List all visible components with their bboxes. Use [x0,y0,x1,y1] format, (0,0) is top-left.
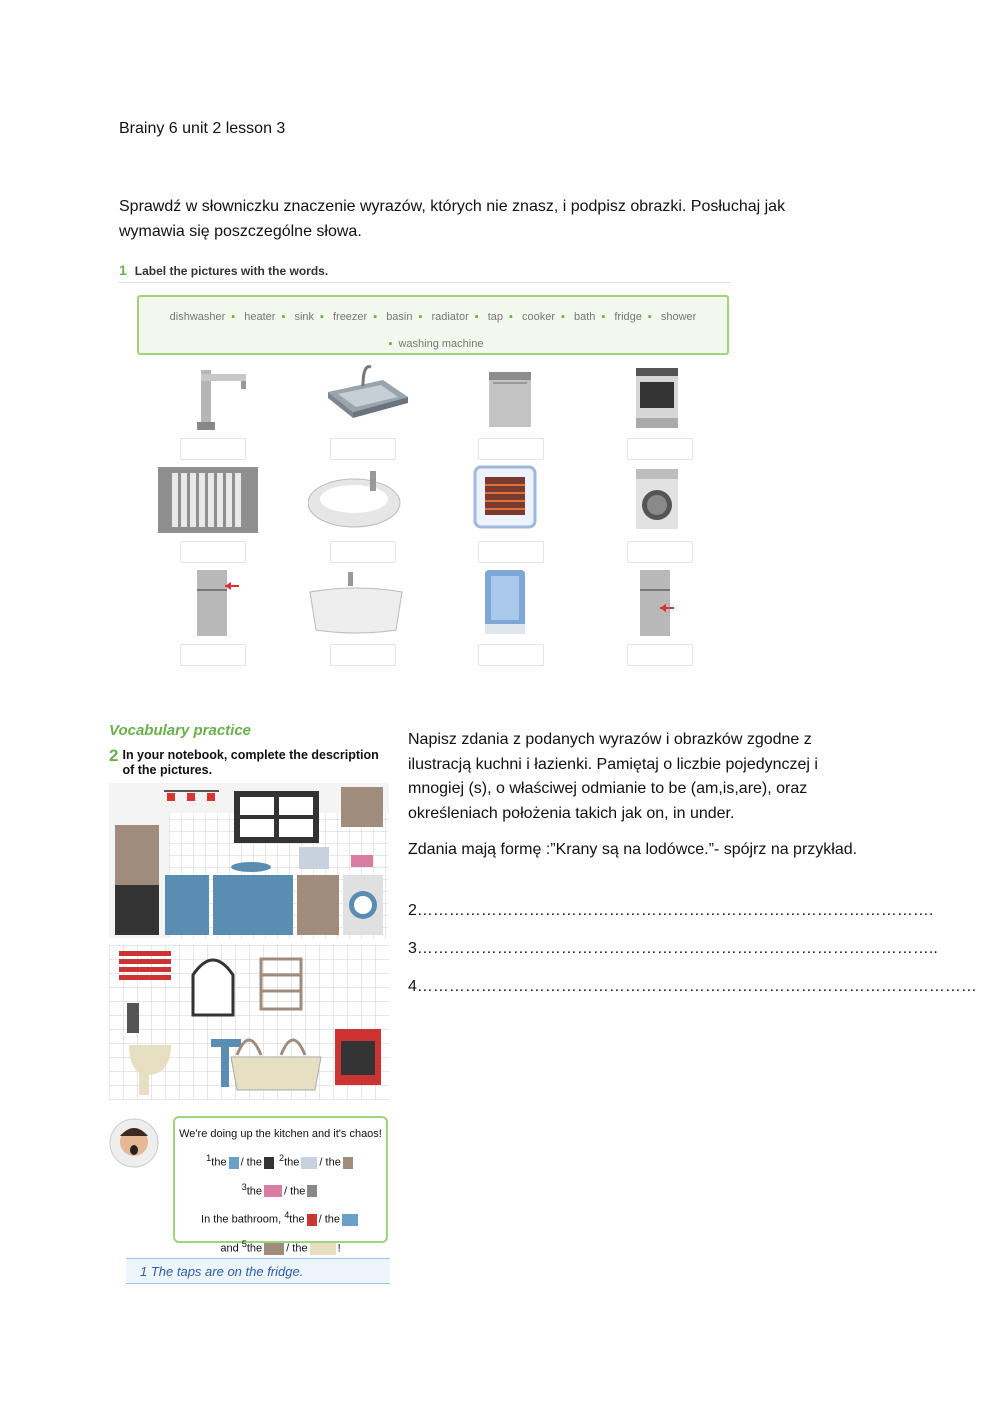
word-bank: dishwasher ▪ heater ▪ sink ▪ freezer ▪ basin ▪ radiator ▪ tap ▪ cooker ▪ bath ▪ fridge ▪ shower ▪ washing machine [137,295,729,355]
answer-field[interactable] [627,644,693,666]
answer-line-4[interactable]: 4…………………………………………………………………………………………… [408,978,977,995]
answer-field[interactable] [478,644,544,666]
cooker-icon [307,1214,317,1226]
bubble-line: and $^5$the / the ! [220,1238,341,1255]
cupboard-icon [343,1157,353,1169]
shower-picture [456,568,566,663]
word: sink [294,311,314,323]
word: fridge [614,311,642,323]
answer-field[interactable] [180,644,246,666]
freezer-picture [605,568,715,663]
washing-machine-icon [307,1185,317,1197]
washing-machine-picture [605,465,715,560]
word: shower [660,311,697,323]
bathroom-illustration [109,945,389,1100]
answer-field[interactable] [330,644,396,666]
answer-field[interactable] [180,438,246,460]
answer-field[interactable] [627,438,693,460]
answer-field[interactable] [330,541,396,563]
instruction-paragraph: Napisz zdania z podanych wyrazów i obrazków zgodne z ilustracją kuchni i łazienki. Pamiętaj o liczbie pojedynczej i mnogiej (s), o właściwej odmianie to be (am,is,are), oraz określeniach położenia takich jak on, in under. [408,731,818,822]
answer-line-2[interactable]: 2……………………………………………………………………………………. [408,902,934,919]
bubble-line: $^1$the / the $^2$the / the [175,1146,386,1175]
cooker-icon [620,362,700,432]
heater-icon [471,465,551,535]
word: freezer [332,311,368,323]
word: washing machine [398,338,484,350]
radiator-picture [158,465,268,560]
example-sentence: 1 The taps are on the fridge. [126,1258,390,1284]
cooker-picture [605,362,715,457]
word: radiator [431,311,469,323]
answer-field[interactable] [180,541,246,563]
kitchen-illustration [109,783,389,938]
shower-icon [471,568,551,638]
answer-field[interactable] [330,438,396,460]
bath-picture [308,568,418,663]
bath-icon [310,1243,336,1255]
speech-bubble [173,1116,388,1255]
heater-picture [456,465,566,560]
instructions-panel [408,728,858,875]
answer-field[interactable] [627,541,693,563]
basin-icon [308,465,408,535]
section-heading: Vocabulary practice [109,722,252,739]
bath-icon [308,568,408,638]
fridge-picture [158,568,268,663]
exercise1-number: 1 [119,262,127,278]
radiator-icon [301,1157,317,1169]
tap-icon [342,1214,358,1226]
exercise1-instruction: Label the pictures with the words. [134,264,329,278]
avatar [109,1118,159,1168]
word: basin [386,311,413,323]
answer-line-3[interactable]: 3…………………………………………………………………………………….. [408,940,938,957]
tap-icon [173,362,253,432]
fridge-icon [264,1157,274,1169]
exercise2-number: 2 [109,746,119,765]
exercise2-header [109,748,389,778]
divider [119,282,731,283]
word: dishwasher [169,311,226,323]
radiator-icon [158,465,258,535]
answer-field[interactable] [478,541,544,563]
sink-picture [308,362,418,457]
taps-icon [229,1157,239,1169]
chairs-icon [264,1243,284,1255]
instruction-paragraph: Zdania mają formę :”Krany są na lodówce.”- spójrz na przykład. [408,841,858,858]
bubble-line: We're doing up the kitchen and it's chaos! [179,1128,382,1140]
exercise2-instruction: In your notebook, complete the description of the pictures. [122,748,379,777]
fridge-icon [173,568,253,638]
word: cooker [521,311,556,323]
intro-text: Sprawdź w słowniczku znaczenie wyrazów, których nie znasz, i podpisz obrazki. Posłuchaj jak wymawia się poszczególne słowa. [119,198,786,240]
answer-field[interactable] [478,438,544,460]
sink-icon [323,362,413,432]
bubble-line: $^3$the / the [175,1175,386,1204]
washing-machine-icon [620,465,700,535]
page-title: Brainy 6 unit 2 lesson 3 [119,120,286,137]
dishwasher-picture [456,362,566,457]
word: bath [573,311,596,323]
bubble-line: In the bathroom, $^4$the / the [175,1203,386,1232]
basin-picture [308,465,418,560]
basin-icon [264,1185,282,1197]
word: tap [487,311,504,323]
exercise1-header [119,262,328,278]
word: heater [244,311,276,323]
freezer-icon [620,568,700,638]
dishwasher-icon [471,362,551,432]
tap-picture [158,362,268,457]
